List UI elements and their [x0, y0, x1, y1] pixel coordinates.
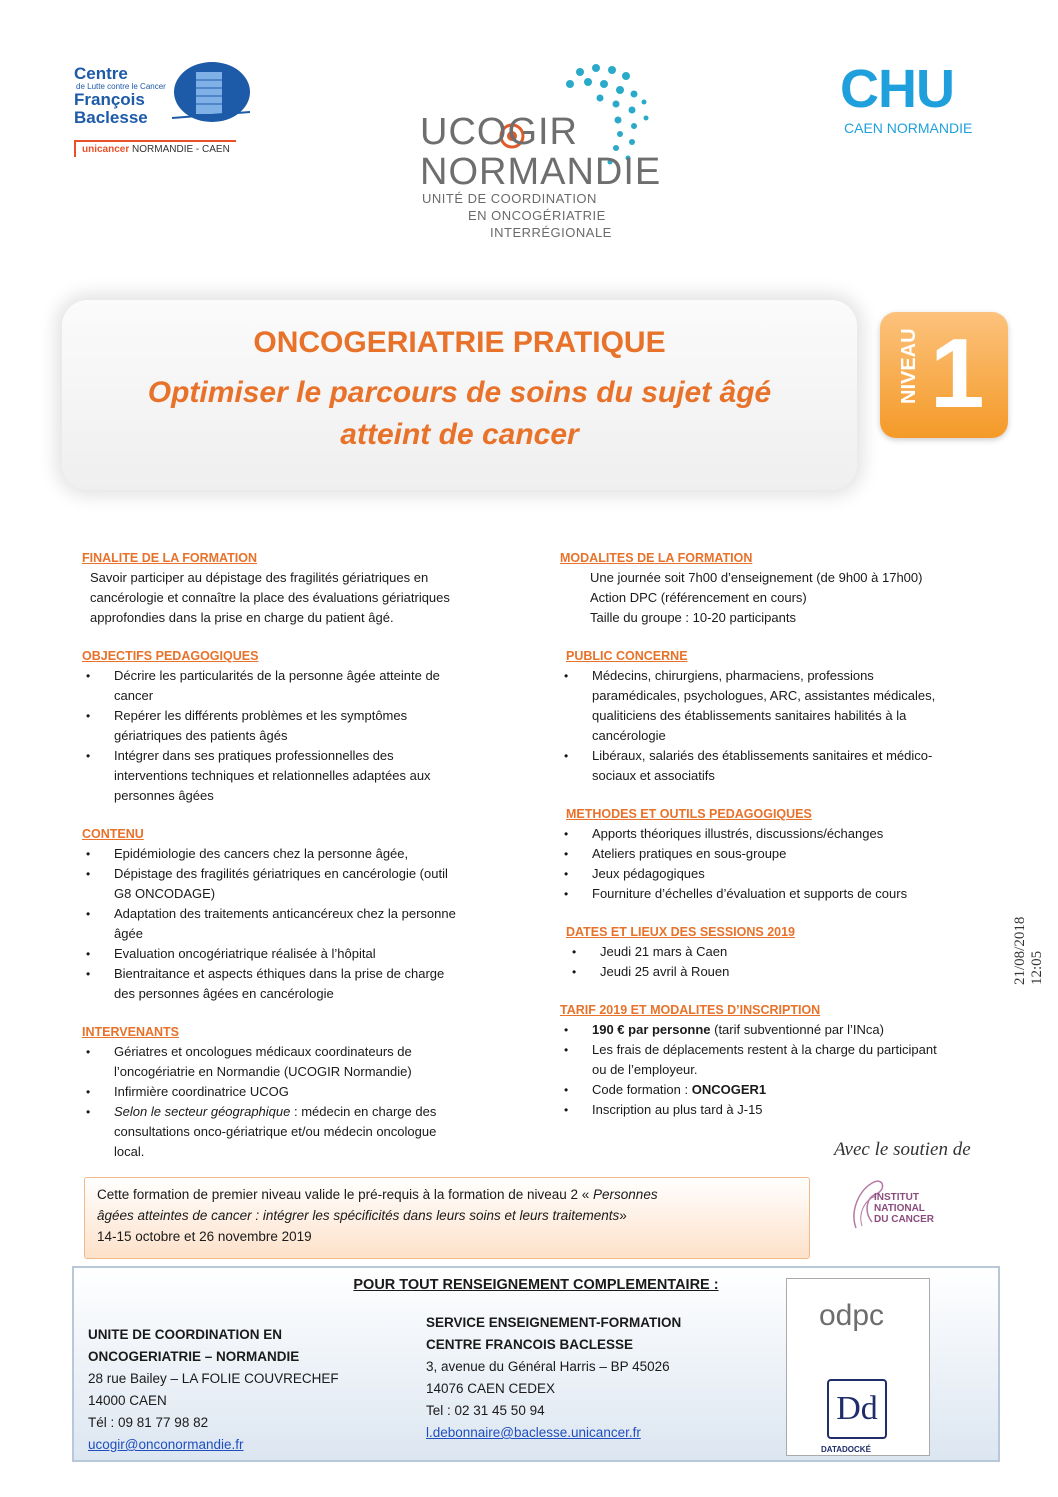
cfb-line3: Baclesse: [74, 108, 148, 127]
niveau-number: 1: [930, 318, 985, 428]
print-timestamp: 21/08/2018 12:05: [1012, 916, 1045, 985]
chu-name: CHU: [840, 59, 954, 119]
contenu-list: [82, 844, 512, 1004]
list-item: • Gériatres et oncologues médicaux coordinateurs de l’oncogériatrie en Normandie (UCOGIR Normandie): [82, 1042, 512, 1082]
code-formation: ONCOGER1: [691, 1082, 767, 1097]
modalites-title: MODALITES DE LA FORMATION: [560, 551, 753, 565]
ucogir-subtitle: [422, 190, 612, 241]
list-item: • Jeudi 21 mars à Caen: [568, 942, 990, 962]
list-item: • Selon le secteur géographique : médecin en charge des consultations onco-gériatrique et/ou médecin oncologue local.: [82, 1102, 512, 1162]
list-item: • Les frais de déplacements restent à la charge du participant ou de l’employeur.: [560, 1040, 990, 1080]
finalite-text: [90, 568, 512, 628]
dates-title: DATES ET LIEUX DES SESSIONS 2019: [566, 925, 796, 939]
list-item: • Repérer les différents problèmes et les symptômes gériatriques des patients âgés: [82, 706, 512, 746]
certifications-box: [786, 1278, 930, 1456]
unicancer-label: [74, 140, 236, 157]
ucogir-email-link[interactable]: ucogir@onconormandie.fr: [88, 1437, 244, 1452]
objectifs-title: OBJECTIFS PEDAGOGIQUES: [82, 649, 259, 663]
methodes-title: METHODES ET OUTILS PEDAGOGIQUES: [566, 807, 812, 821]
methodes-list: [560, 824, 990, 904]
list-item: • Evaluation oncogériatrique réalisée à l’hôpital: [82, 944, 512, 964]
contenu-title: CONTENU: [82, 827, 144, 841]
list-item: • Intégrer dans ses pratiques professionnelles des interventions techniques et relationnelles adaptées aux personnes âgées: [82, 746, 512, 806]
list-item: • Epidémiologie des cancers chez la personne âgée,: [82, 844, 512, 864]
unicancer-region: NORMANDIE - CAEN: [132, 144, 230, 155]
modalites-text: [560, 568, 990, 628]
prerequisite-box: Cette formation de premier niveau valide le pré-requis à la formation de niveau 2 « Personnes âgées atteintes de cancer : intégrer les spécificités dans leurs soins et leurs traitements» 14-15 octobre et 26 novembre 2019: [84, 1177, 810, 1259]
cfb-line1: Centre: [74, 64, 128, 83]
list-item: • Ateliers pratiques en sous-groupe: [560, 844, 990, 864]
list-item: • Infirmière coordinatrice UCOG: [82, 1082, 512, 1102]
intervenants-title: INTERVENANTS: [82, 1025, 180, 1039]
ucogir-title: [420, 112, 661, 192]
list-item: • 190 € par personne (tarif subventionné par l’INca): [560, 1020, 990, 1040]
list-item: • Libéraux, salariés des établissements sanitaires et médico- sociaux et associatifs: [560, 746, 990, 786]
datadock-label: DATADOCKÉ: [821, 1445, 871, 1454]
modalites-line: Une journée soit 7h00 d’enseignement (de 9h00 à 17h00): [590, 570, 923, 585]
chu-city: CAEN NORMANDIE: [844, 120, 973, 136]
list-item: • Jeux pédagogiques: [560, 864, 990, 884]
list-item: • Adaptation des traitements anticancéreux chez la personne âgée: [82, 904, 512, 944]
right-column: [560, 548, 990, 1138]
odpc-logo: odpc: [819, 1299, 885, 1332]
niveau-word: NIVEAU: [898, 328, 920, 404]
prereq-dates: 14-15 octobre et 26 novembre 2019: [97, 1229, 312, 1244]
dates-list: [560, 942, 990, 982]
list-item: • Inscription au plus tard à J-15: [560, 1100, 990, 1120]
soutien-label: Avec le soutien de: [834, 1139, 971, 1160]
secteur-italic: Selon le secteur géographique: [114, 1104, 291, 1119]
finalite-line: approfondies dans la prise en charge du patient âgé.: [90, 610, 394, 625]
public-list: [560, 666, 990, 786]
public-title: PUBLIC CONCERNE: [566, 649, 688, 663]
price: 190 € par personne: [592, 1022, 711, 1037]
cfb-small: de Lutte contre le Cancer: [76, 82, 166, 91]
sub-title-line1: Optimiser le parcours de soins du sujet âgé: [147, 376, 772, 409]
niveau-badge: [880, 312, 1008, 438]
baclesse-email-link[interactable]: l.debonnaire@baclesse.unicancer.fr: [426, 1425, 641, 1440]
list-item: • Jeudi 25 avril à Rouen: [568, 962, 990, 982]
sub-title: [62, 372, 857, 456]
ucogir-sub2: EN ONCOGÉRIATRIE: [468, 208, 606, 223]
intervenants-list: [82, 1042, 512, 1162]
contact-title: POUR TOUT RENSEIGNEMENT COMPLEMENTAIRE :: [353, 1277, 719, 1293]
title-box: [62, 300, 857, 490]
list-item: • Bientraitance et aspects éthiques dans la prise de charge des personnes âgées en cancérologie: [82, 964, 512, 1004]
ucogir-title1: UCOGIR: [420, 111, 578, 153]
ucogir-logo: [420, 62, 660, 242]
contact-baclesse: SERVICE ENSEIGNEMENT-FORMATION CENTRE FRANCOIS BACLESSE 3, avenue du Général Harris – BP 45026 14076 CAEN CEDEX Tel : 02 31 45 50 94 l.debonnaire@baclesse.unicancer.fr: [426, 1312, 681, 1444]
inca-logo: [848, 1172, 968, 1232]
list-item: • Apports théoriques illustrés, discussions/échanges: [560, 824, 990, 844]
tarif-list: [560, 1020, 990, 1120]
contact-ucogir: UNITE DE COORDINATION EN ONCOGERIATRIE – NORMANDIE 28 rue Bailey – LA FOLIE COUVRECHEF 14000 CAEN Tél : 09 81 77 98 82 ucogir@onconormandie.fr: [88, 1324, 339, 1456]
list-item: • Code formation : ONCOGER1: [560, 1080, 990, 1100]
ucogir-title2: NORMANDIE: [420, 151, 662, 193]
finalite-line: Savoir participer au dépistage des fragilités gériatriques en: [90, 570, 429, 585]
left-column: [82, 548, 512, 1180]
ucogir-sub1: UNITÉ DE COORDINATION: [422, 191, 597, 206]
unicancer-word: unicancer: [82, 144, 130, 155]
list-item: • Fourniture d’échelles d’évaluation et supports de cours: [560, 884, 990, 904]
main-title: ONCOGERIATRIE PRATIQUE: [253, 326, 666, 359]
contact-box: [72, 1266, 1000, 1462]
finalite-title: FINALITE DE LA FORMATION: [82, 551, 257, 565]
baclesse-logo: [70, 60, 250, 170]
chu-logo: [840, 58, 1000, 148]
ucogir-sub3: INTERRÉGIONALE: [490, 225, 612, 240]
cfb-line2: François: [74, 90, 145, 109]
list-item: • Décrire les particularités de la personne âgée atteinte de cancer: [82, 666, 512, 706]
modalites-line: Action DPC (référencement en cours): [590, 590, 807, 605]
sub-title-line2: atteint de cancer: [340, 418, 579, 451]
objectifs-list: [82, 666, 512, 806]
inca-text: INSTITUT NATIONAL DU CANCER: [874, 1192, 934, 1225]
tarif-title: TARIF 2019 ET MODALITES D’INSCRIPTION: [560, 1003, 821, 1017]
finalite-line: cancérologie et connaître la place des évaluations gériatriques: [90, 590, 450, 605]
datadock-icon: Dd: [827, 1379, 887, 1439]
modalites-line: Taille du groupe : 10-20 participants: [590, 610, 796, 625]
building-icon: [162, 60, 252, 130]
list-item: • Dépistage des fragilités gériatriques en cancérologie (outil G8 ONCODAGE): [82, 864, 512, 904]
list-item: • Médecins, chirurgiens, pharmaciens, professions paramédicales, psychologues, ARC, assistantes médicales, qualiticiens des établissements sanitaires habilités à la cancérologie: [560, 666, 990, 746]
